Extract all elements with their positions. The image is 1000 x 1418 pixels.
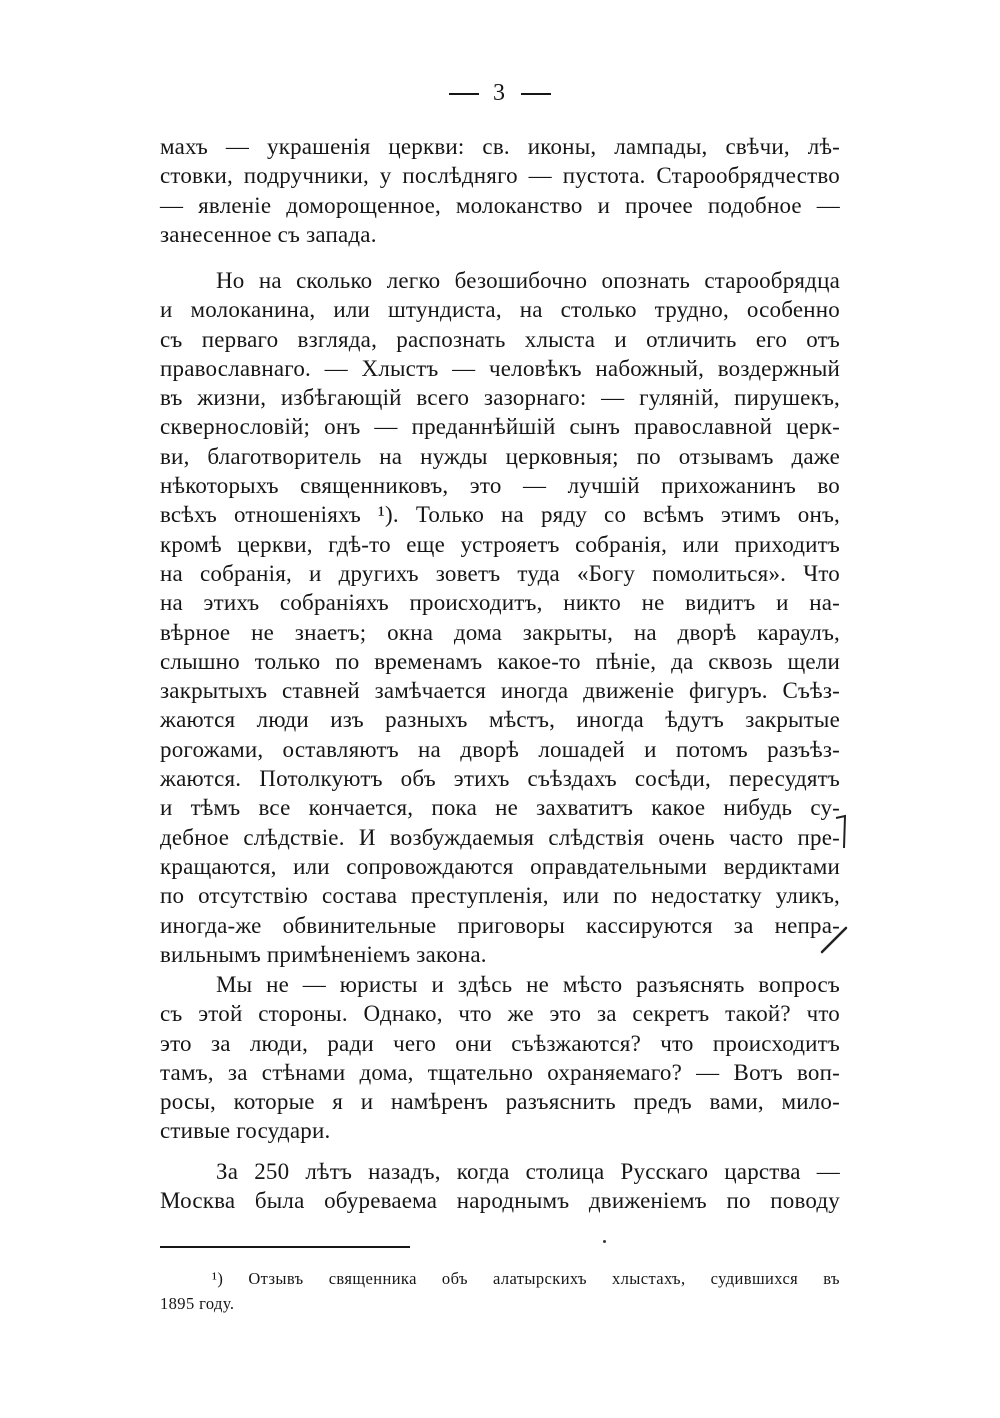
margin-slash-mark [822, 928, 846, 952]
text-line: нѣкоторыхъ священниковъ, это — лучшій прихожанинъ во [160, 473, 840, 499]
text-line: православнаго. — Хлыстъ — человѣкъ набожный, воздержный [160, 355, 840, 381]
text-line: дебное слѣдствіе. И возбуждаемыя слѣдствія очень часто пре- [160, 824, 840, 850]
text-line: закрытыхъ ставней замѣчается иногда движеніе фигуръ. Съѣз- [160, 678, 840, 704]
text-line: стивые государи. [160, 1118, 331, 1144]
page-number-value: 3 [493, 80, 507, 106]
text-line: Мы не — юристы и здѣсь не мѣсто разъяснять вопросъ [216, 972, 840, 997]
text-line: съ перваго взгляда, распознать хлыста и отличить его отъ [160, 326, 840, 352]
margin-bracket-mark [836, 816, 845, 848]
footnote-line: ¹) Отзывъ священника объ алатырскихъ хлыстахъ, судившихся въ [212, 1269, 840, 1288]
text-line: жаются люди изъ разныхъ мѣстъ, иногда ѣдутъ закрытые [160, 707, 840, 733]
text-line: съ этой стороны. Однако, что же это за секретъ такой? что [160, 1001, 840, 1027]
text-line: и молоканина, или штундиста, на столько трудно, особенно [160, 297, 840, 323]
text-line: всѣхъ отношеніяхъ ¹). Только на ряду со всѣмъ этимъ онъ, [160, 502, 840, 528]
text-line: кромѣ церкви, гдѣ-то еще устрояетъ собранія, или приходитъ [160, 531, 840, 557]
text-line: махъ — украшенія церкви: св. иконы, лампады, свѣчи, лѣ- [160, 134, 840, 159]
text-line: За 250 лѣтъ назадъ, когда столица Русскаго царства — [216, 1159, 840, 1184]
text-line: ви, благотворитель на нужды церковныя; по отзывамъ даже [160, 443, 840, 469]
text-line: вѣрное не знаетъ; окна дома закрыты, на дворѣ караулъ, [160, 619, 840, 645]
text-line: вильнымъ примѣненіемъ закона. [160, 941, 487, 967]
text-line: Но на сколько легко безошибочно опознать старообрядца [216, 268, 840, 293]
text-line: тамъ, за стѣнами дома, тщательно охраняемаго? — Вотъ воп- [160, 1059, 840, 1085]
footnote-line: 1895 году. [160, 1294, 235, 1313]
text-line: въ жизни, избѣгающій всего зазорнаго: — гуляній, пирушекъ, [160, 385, 840, 411]
text-line: иногда-же обвинительные приговоры кассируются за непра- [160, 912, 840, 938]
text-line: это за люди, ради чего они съѣзжаются? что происходитъ [160, 1030, 840, 1056]
text-line: жаются. Потолкуютъ объ этихъ съѣздахъ сосѣди, пересудятъ [160, 766, 840, 792]
text-line: Москва была обуреваема народнымъ движеніемъ по поводу [160, 1188, 840, 1214]
text-line: стовки, подручники, у послѣдняго — пустота. Старообрядчество [160, 163, 840, 189]
text-line: сквернословій; онъ — преданнѣйшій сынъ православной церк- [160, 414, 840, 440]
text-line: на этихъ собраніяхъ происходитъ, никто не видитъ и на- [160, 590, 840, 616]
text-line: — явленіе доморощенное, молоканство и прочее подобное — [160, 192, 840, 218]
text-line: кращаются, или сопровождаются оправдательными вердиктами [160, 853, 840, 879]
text-line: слышно только по временамъ какое-то пѣніе, да сквозь щели [160, 648, 840, 674]
text-line: на собранія, и другихъ зоветъ туда «Богу помолиться». Что [160, 560, 840, 586]
text-line: росы, которые я и намѣренъ разъяснить предъ вами, мило- [160, 1089, 840, 1115]
ink-speck [603, 1240, 606, 1243]
text-line: занесенное съ запада. [160, 221, 377, 247]
text-line: по отсутствію состава преступленія, или по недостатку уликъ, [160, 883, 840, 909]
text-line: и тѣмъ все кончается, пока не захватитъ какое нибудь су- [160, 795, 840, 821]
text-line: рогожами, оставляютъ на дворѣ лошадей и потомъ разъѣз- [160, 736, 840, 762]
